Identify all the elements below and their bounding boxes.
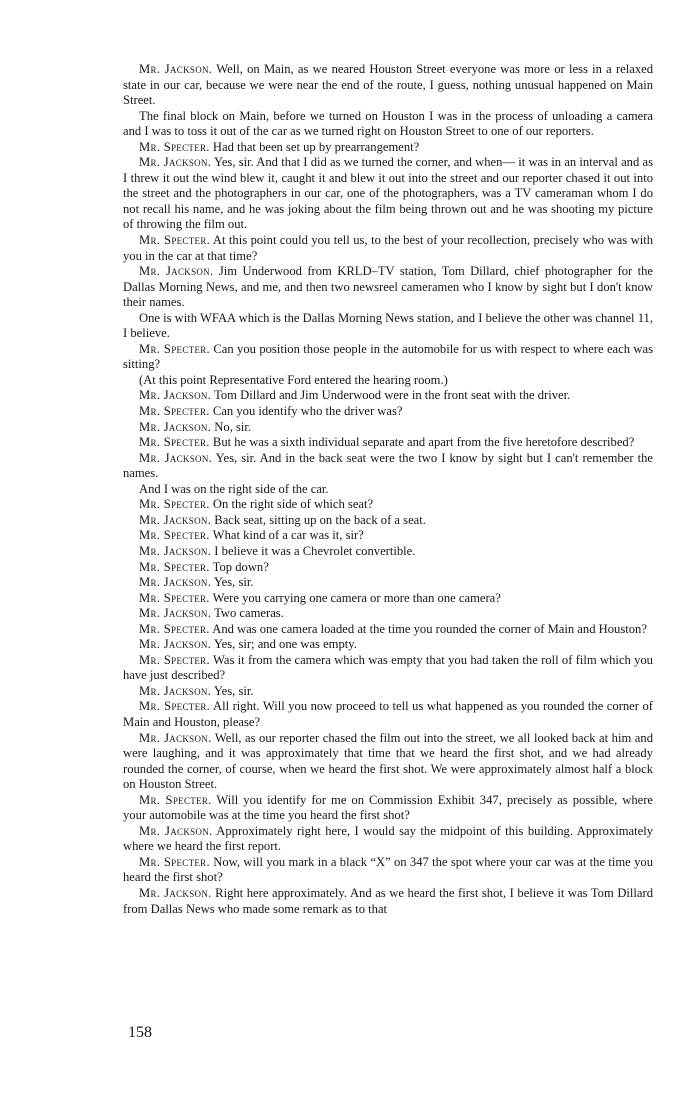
testimony-paragraph <box>123 420 653 436</box>
speaker-name: Mr. Specter. <box>139 435 210 450</box>
paragraph-text: Had that been set up by prearrangement? <box>209 139 420 154</box>
speaker-name: Mr. Specter. <box>139 497 210 512</box>
testimony-paragraph <box>123 637 653 653</box>
paragraph-text: Approximately right here, I would say the midpoint of this building. Approximately where we heard the first report. <box>123 823 653 854</box>
paragraph-text: What kind of a car was it, sir? <box>209 528 364 543</box>
paragraph-text: Were you carrying one camera or more than one camera? <box>209 590 501 605</box>
paragraph-text: On the right side of which seat? <box>209 497 374 512</box>
testimony-paragraph <box>123 622 653 638</box>
paragraph-text: One is with WFAA which is the Dallas Morning News station, and I believe the other was channel 11, I believe. <box>123 310 653 341</box>
paragraph-text: Can you identify who the driver was? <box>209 404 403 419</box>
testimony-paragraph <box>123 855 653 886</box>
testimony-paragraph <box>123 155 653 233</box>
paragraph-text: And I was on the right side of the car. <box>139 481 329 496</box>
speaker-name: Mr. Jackson. <box>139 62 213 76</box>
page-number: 158 <box>128 1024 152 1041</box>
paragraph-text: Will you identify for me on Commission Exhibit 347, precisely as possible, where your automobile was at the time you heard the first shot? <box>123 792 654 823</box>
paragraph-text: Top down? <box>209 559 269 574</box>
testimony-paragraph <box>123 606 653 622</box>
speaker-name: Mr. Jackson. <box>139 264 214 279</box>
paragraph-text: Yes, sir. And in the back seat were the two I know by sight but I can't remember the names. <box>123 450 653 481</box>
testimony-paragraph <box>123 311 653 342</box>
paragraph-text: At this point could you tell us, to the best of your recollection, precisely who was with you in the car at that time? <box>123 233 653 263</box>
speaker-name: Mr. Jackson. <box>139 512 212 527</box>
paragraph-text: Yes, sir. <box>211 683 254 698</box>
speaker-name: Mr. Specter. <box>139 528 210 543</box>
testimony-paragraph <box>123 513 653 529</box>
paragraph-text: I believe it was a Chevrolet convertible. <box>211 543 416 558</box>
testimony-paragraph <box>123 793 653 824</box>
testimony-paragraph <box>123 731 653 793</box>
testimony-paragraph <box>123 575 653 591</box>
speaker-name: Mr. Specter. <box>139 699 211 714</box>
speaker-name: Mr. Jackson. <box>139 450 213 465</box>
paragraph-text: Jim Underwood from KRLD–TV station, Tom Dillard, chief photographer for the Dallas Morning News, and me, and then two newsreel cameramen who I know by sight but I don't know their names. <box>123 264 653 310</box>
speaker-name: Mr. Specter. <box>139 139 210 154</box>
speaker-name: Mr. Jackson. <box>139 606 212 621</box>
speaker-name: Mr. Jackson. <box>139 388 212 403</box>
testimony-paragraph <box>123 684 653 700</box>
speaker-name: Mr. Specter. <box>139 652 210 667</box>
testimony-paragraph <box>123 824 653 855</box>
testimony-paragraph <box>123 140 653 156</box>
paragraph-text: Tom Dillard and Jim Underwood were in the front seat with the driver. <box>211 388 571 403</box>
testimony-paragraph <box>123 404 653 420</box>
testimony-paragraph <box>123 388 653 404</box>
paragraph-text: Well, as our reporter chased the film out into the street, we all looked back at him and were laughing, and it was approximately that time that we heard the first shot, and we had already rounded the corner, of course, when we heard the first shot. We were approximately almost half a block on Houston Street. <box>123 730 653 792</box>
paragraph-text: All right. Will you now proceed to tell us what happened as you rounded the corner of Main and Houston, please? <box>123 699 653 729</box>
speaker-name: Mr. Specter. <box>139 854 210 869</box>
paragraph-text: But he was a sixth individual separate and apart from the five heretofore described? <box>209 435 635 450</box>
testimony-paragraph <box>123 544 653 560</box>
paragraph-text: Well, on Main, as we neared Houston Street everyone was more or less in a relaxed state in our car, because we were near the end of the route, I guess, nothing unusual happened on Main Street. <box>123 62 654 108</box>
testimony-paragraph <box>123 886 653 917</box>
paragraph-text: Two cameras. <box>211 606 284 621</box>
paragraph-text: No, sir. <box>211 419 252 434</box>
testimony-paragraph <box>123 591 653 607</box>
testimony-paragraph <box>123 342 653 373</box>
testimony-paragraph <box>123 528 653 544</box>
speaker-name: Mr. Specter. <box>139 792 212 807</box>
paragraph-text: Now, will you mark in a black “X” on 347 the spot where your car was at the time you heard the first shot? <box>123 854 653 885</box>
speaker-name: Mr. Jackson. <box>139 683 212 698</box>
paragraph-text: Back seat, sitting up on the back of a seat. <box>211 512 426 527</box>
speaker-name: Mr. Jackson. <box>139 543 212 558</box>
speaker-name: Mr. Specter. <box>139 559 210 574</box>
speaker-name: Mr. Specter. <box>139 590 210 605</box>
testimony-paragraph <box>123 62 653 109</box>
testimony-paragraph <box>123 699 653 730</box>
testimony-paragraph <box>123 373 653 389</box>
paragraph-text: Was it from the camera which was empty that you had taken the roll of film which you have just described? <box>123 652 653 683</box>
speaker-name: Mr. Jackson. <box>139 637 212 652</box>
speaker-name: Mr. Jackson. <box>139 575 212 590</box>
speaker-name: Mr. Jackson. <box>139 155 212 170</box>
paragraph-text: Can you position those people in the automobile for us with respect to where each was sitting? <box>123 341 653 372</box>
transcript-body <box>123 62 653 917</box>
speaker-name: Mr. Specter. <box>139 621 210 636</box>
testimony-paragraph <box>123 482 653 498</box>
speaker-name: Mr. Specter. <box>139 404 210 419</box>
speaker-name: Mr. Specter. <box>139 341 210 356</box>
speaker-name: Mr. Jackson. <box>139 885 212 900</box>
speaker-name: Mr. Jackson. <box>139 823 213 838</box>
paragraph-text: And was one camera loaded at the time you rounded the corner of Main and Houston? <box>209 621 647 636</box>
testimony-paragraph <box>123 109 653 140</box>
speaker-name: Mr. Specter. <box>139 233 211 248</box>
testimony-paragraph <box>123 435 653 451</box>
testimony-paragraph <box>123 233 653 264</box>
paragraph-text: Yes, sir; and one was empty. <box>211 637 357 652</box>
testimony-paragraph <box>123 264 653 311</box>
testimony-paragraph <box>123 560 653 576</box>
testimony-paragraph <box>123 451 653 482</box>
paragraph-text: The final block on Main, before we turned on Houston I was in the process of unloading a camera and I was to toss it out of the car as we turned right on Houston Street to one of our reporters. <box>123 108 653 139</box>
paragraph-text: Right here approximately. And as we heard the first shot, I believe it was Tom Dillard from Dallas News who made some remark as to that <box>123 885 654 916</box>
paragraph-text: (At this point Representative Ford entered the hearing room.) <box>139 372 448 387</box>
testimony-paragraph <box>123 653 653 684</box>
paragraph-text: Yes, sir. And that I did as we turned the corner, and when— it was in an interval and as I threw it out the wind blew it, caught it and blew it out into the street and our reporter chased it out into the street and the photographers in our car, one of the photographers, was a TV cameraman whom I do not recall his name, and he was joking about the film being thrown out and he was shooting my picture of throwing the film out. <box>123 155 653 232</box>
testimony-paragraph <box>123 497 653 513</box>
paragraph-text: Yes, sir. <box>211 575 254 590</box>
speaker-name: Mr. Jackson. <box>139 730 212 745</box>
speaker-name: Mr. Jackson. <box>139 419 212 434</box>
